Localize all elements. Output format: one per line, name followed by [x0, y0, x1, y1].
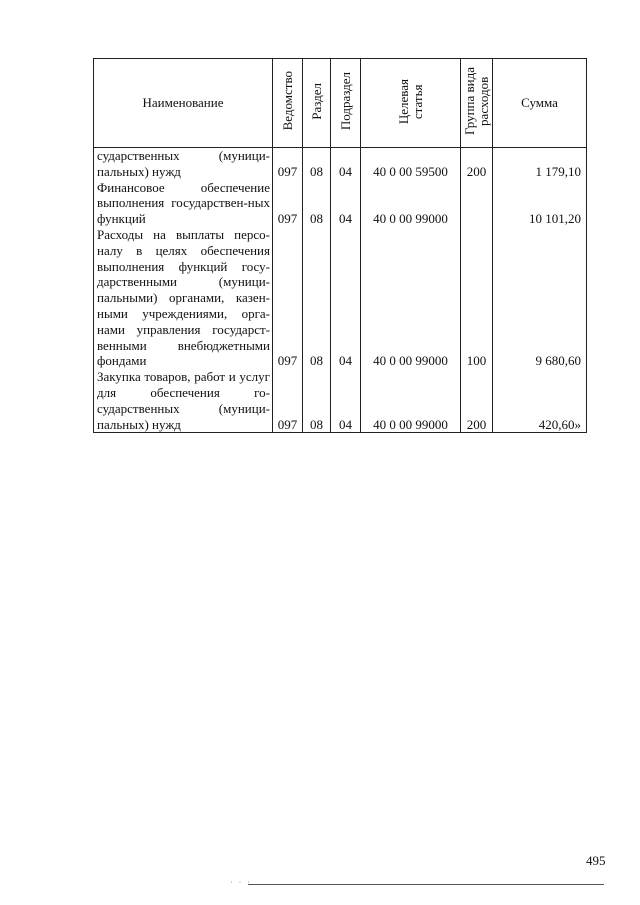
row-celevaya-statya: 40 0 00 59500	[361, 148, 461, 180]
row-podrazdel: 04	[331, 227, 361, 369]
page-number: 495	[586, 853, 606, 868]
row-summa: 9 680,60	[493, 227, 587, 369]
table-row	[94, 180, 587, 227]
row-summa: 10 101,20	[493, 180, 587, 227]
row-name: сударственных (муници-пальных) нужд	[94, 148, 273, 180]
row-name: Финансовое обеспечение выполнения государствен-ных функций	[94, 180, 273, 227]
row-summa: 420,60»	[493, 369, 587, 433]
table-row	[94, 369, 587, 433]
row-razdel: 08	[303, 180, 331, 227]
header-razdel: Раздел	[303, 59, 331, 148]
row-summa: 1 179,10	[493, 148, 587, 180]
header-podrazdel: Подраздел	[331, 59, 361, 148]
row-vedomstvo: 097	[273, 369, 303, 433]
row-gruppa: 100	[461, 227, 493, 369]
row-name: Расходы на выплаты персо-налу в целях обеспечения выполнения функций госу-дарственными (муници-пальными) органами, казен-ными учреждениями, орга-нами управления государст-венными внебюджетными фондами	[94, 227, 273, 369]
row-celevaya-statya: 40 0 00 99000	[361, 227, 461, 369]
row-gruppa	[461, 180, 493, 227]
header-gruppa-vida-rashodov: Группа вида расходов	[461, 59, 493, 148]
row-vedomstvo: 097	[273, 227, 303, 369]
table-row	[94, 148, 587, 180]
row-podrazdel: 04	[331, 148, 361, 180]
footer-rule	[248, 884, 604, 885]
budget-table	[93, 58, 587, 433]
row-vedomstvo: 097	[273, 148, 303, 180]
header-vedomstvo: Ведомство	[273, 59, 303, 148]
row-name: Закупка товаров, работ и услуг для обеспечения го-сударственных (муници-пальных) нужд	[94, 369, 273, 433]
row-razdel: 08	[303, 227, 331, 369]
row-vedomstvo: 097	[273, 180, 303, 227]
row-gruppa: 200	[461, 148, 493, 180]
table-header-row	[94, 59, 587, 148]
footer-scan-marks: · · ·	[230, 878, 252, 887]
header-name: Наименование	[94, 59, 273, 148]
row-celevaya-statya: 40 0 00 99000	[361, 369, 461, 433]
header-celevaya-statya: Целевая статья	[361, 59, 461, 148]
row-podrazdel: 04	[331, 180, 361, 227]
row-razdel: 08	[303, 369, 331, 433]
row-gruppa: 200	[461, 369, 493, 433]
row-podrazdel: 04	[331, 369, 361, 433]
row-razdel: 08	[303, 148, 331, 180]
row-celevaya-statya: 40 0 00 99000	[361, 180, 461, 227]
header-summa: Сумма	[493, 59, 587, 148]
table-row	[94, 227, 587, 369]
